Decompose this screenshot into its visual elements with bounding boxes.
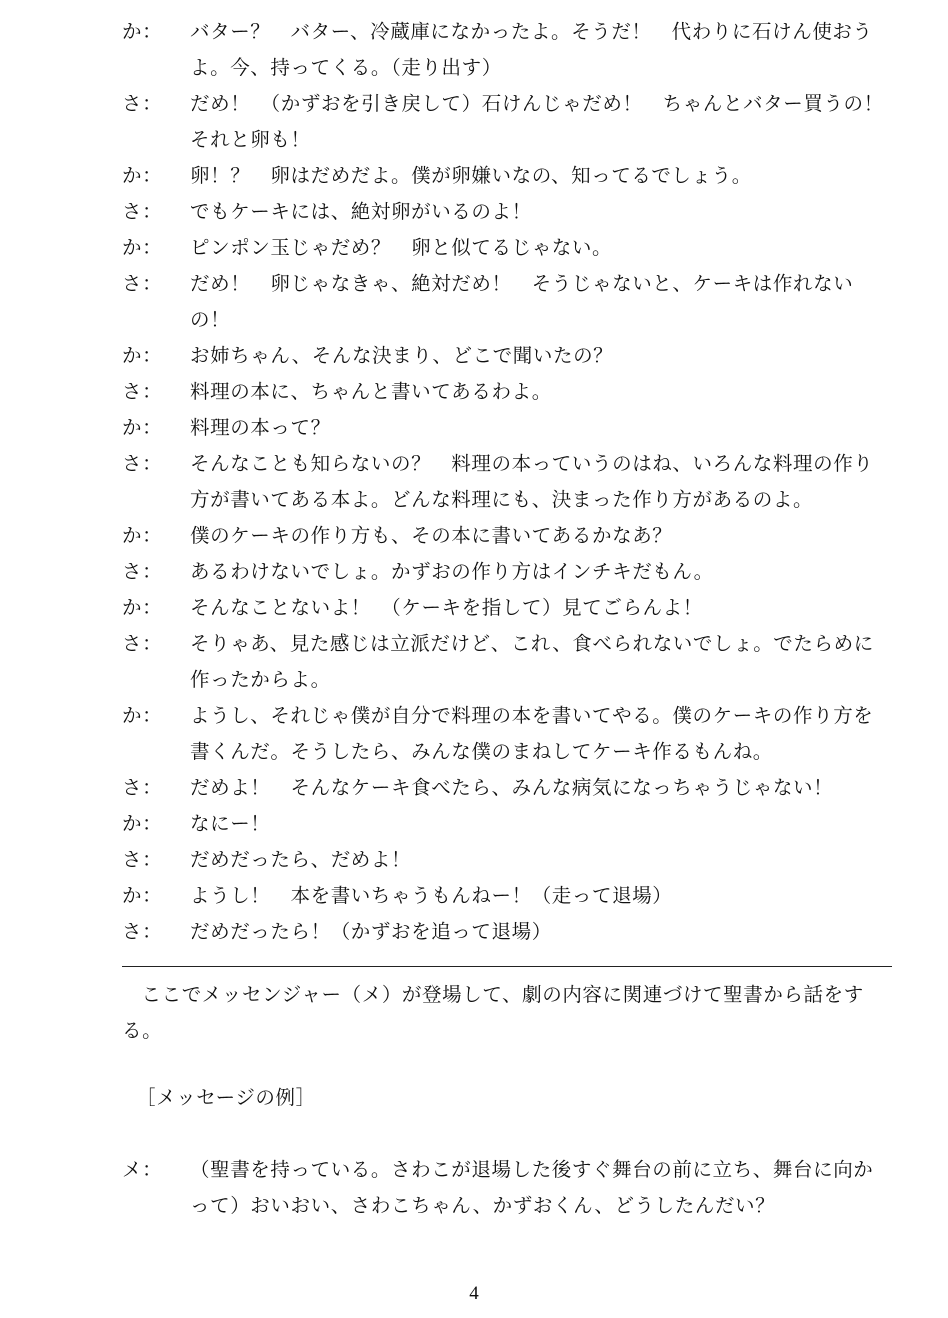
dialogue-text: なにー！	[190, 812, 271, 835]
speaker-label: か：	[122, 344, 163, 367]
speaker-label: さ：	[122, 560, 163, 583]
dialogue-text: 料理の本に、ちゃんと書いてあるわよ。	[190, 380, 552, 403]
dialogue-line	[122, 410, 892, 446]
dialogue-line	[122, 698, 892, 770]
page-number: 4	[469, 1283, 479, 1304]
speaker-label: か：	[122, 20, 163, 43]
dialogue-line	[122, 374, 892, 410]
speaker-label: さ：	[122, 452, 163, 475]
speaker-label: メ：	[122, 1158, 163, 1181]
speaker-label: か：	[122, 524, 163, 547]
dialogue-text: ピンポン玉じゃだめ？ 卵と似てるじゃない。	[190, 236, 613, 259]
dialogue-text: そんなことないよ！ （ケーキを指して）見てごらんよ！	[190, 596, 703, 619]
dialogue-text: そりゃあ、見た感じは立派だけど、これ、食べられないでしょ。でたらめに作ったからよ。	[190, 632, 874, 691]
dialogue-text: あるわけないでしょ。かずおの作り方はインチキだもん。	[190, 560, 714, 583]
narration-paragraph: ここでメッセンジャー（メ）が登場して、劇の内容に関連づけて聖書から話をする。	[122, 983, 864, 1042]
dialogue-line	[122, 86, 904, 158]
dialogue-line	[122, 338, 892, 374]
dialogue-line	[122, 770, 892, 806]
speaker-label: か：	[122, 884, 163, 907]
speaker-label: さ：	[122, 632, 163, 655]
dialogue-text: だめよ！ そんなケーキ食べたら、みんな病気になっちゃうじゃない！	[190, 776, 834, 799]
speaker-label: さ：	[122, 380, 163, 403]
dialogue-line	[122, 446, 892, 518]
dialogue-line	[122, 842, 892, 878]
speaker-label: さ：	[122, 272, 163, 295]
dialogue-line	[122, 1152, 892, 1224]
dialogue-line	[122, 590, 892, 626]
speaker-label: か：	[122, 164, 163, 187]
dialogue-line	[122, 518, 892, 554]
dialogue-line	[122, 626, 892, 698]
dialogue-section	[122, 14, 904, 950]
dialogue-text: だめだったら！（かずおを追って退場）	[190, 920, 552, 943]
dialogue-line	[122, 230, 892, 266]
message-example	[122, 1152, 892, 1224]
dialogue-text: でもケーキには、絶対卵がいるのよ！	[190, 200, 532, 223]
dialogue-text: だめ！ 卵じゃなきゃ、絶対だめ！ そうじゃないと、ケーキは作れないの！	[190, 272, 854, 331]
speaker-label: か：	[122, 596, 163, 619]
dialogue-line	[122, 878, 892, 914]
dialogue-text: 料理の本って？	[190, 416, 331, 439]
dialogue-line	[122, 194, 892, 230]
dialogue-text: だめだったら、だめよ！	[190, 848, 412, 871]
dialogue-line	[122, 266, 892, 338]
speaker-label: さ：	[122, 848, 163, 871]
dialogue-text: （聖書を持っている。さわこが退場した後すぐ舞台の前に立ち、舞台に向かって）おいおい、さわこちゃん、かずおくん、どうしたんだい？	[190, 1158, 874, 1217]
speaker-label: さ：	[122, 92, 163, 115]
dialogue-line	[122, 158, 892, 194]
dialogue-text: だめ！ （かずおを引き戻して）石けんじゃだめ！ ちゃんとバター買うの！ それと卵も！	[190, 92, 904, 151]
dialogue-line	[122, 554, 892, 590]
speaker-label: さ：	[122, 200, 163, 223]
speaker-label: か：	[122, 812, 163, 835]
speaker-label: さ：	[122, 776, 163, 799]
dialogue-text: 僕のケーキの作り方も、その本に書いてあるかなあ？	[190, 524, 673, 547]
dialogue-line	[122, 14, 892, 86]
dialogue-text: バター？ バター、冷蔵庫になかったよ。そうだ！ 代わりに石けん使おうよ。今、持ってくる。（走り出す）	[190, 20, 873, 79]
dialogue-text: そんなことも知らないの？ 料理の本っていうのはね、いろんな料理の作り方が書いてある本よ。どんな料理にも、決まった作り方があるのよ。	[190, 452, 874, 511]
speaker-label: さ：	[122, 920, 163, 943]
speaker-label: か：	[122, 704, 163, 727]
dialogue-text: ようし！ 本を書いちゃうもんねー！（走って退場）	[190, 884, 673, 907]
dialogue-text: ようし、それじゃ僕が自分で料理の本を書いてやる。僕のケーキの作り方を書くんだ。そうしたら、みんな僕のまねしてケーキ作るもんね。	[190, 704, 874, 763]
speaker-label: か：	[122, 236, 163, 259]
dialogue-text: お姉ちゃん、そんな決まり、どこで聞いたの？	[190, 344, 614, 367]
dialogue-text: 卵！？ 卵はだめだよ。僕が卵嫌いなの、知ってるでしょう。	[190, 164, 752, 187]
dialogue-line	[122, 914, 892, 950]
example-heading: ［メッセージの例］	[136, 1086, 316, 1109]
section-divider	[122, 966, 892, 967]
dialogue-line	[122, 806, 892, 842]
speaker-label: か：	[122, 416, 163, 439]
